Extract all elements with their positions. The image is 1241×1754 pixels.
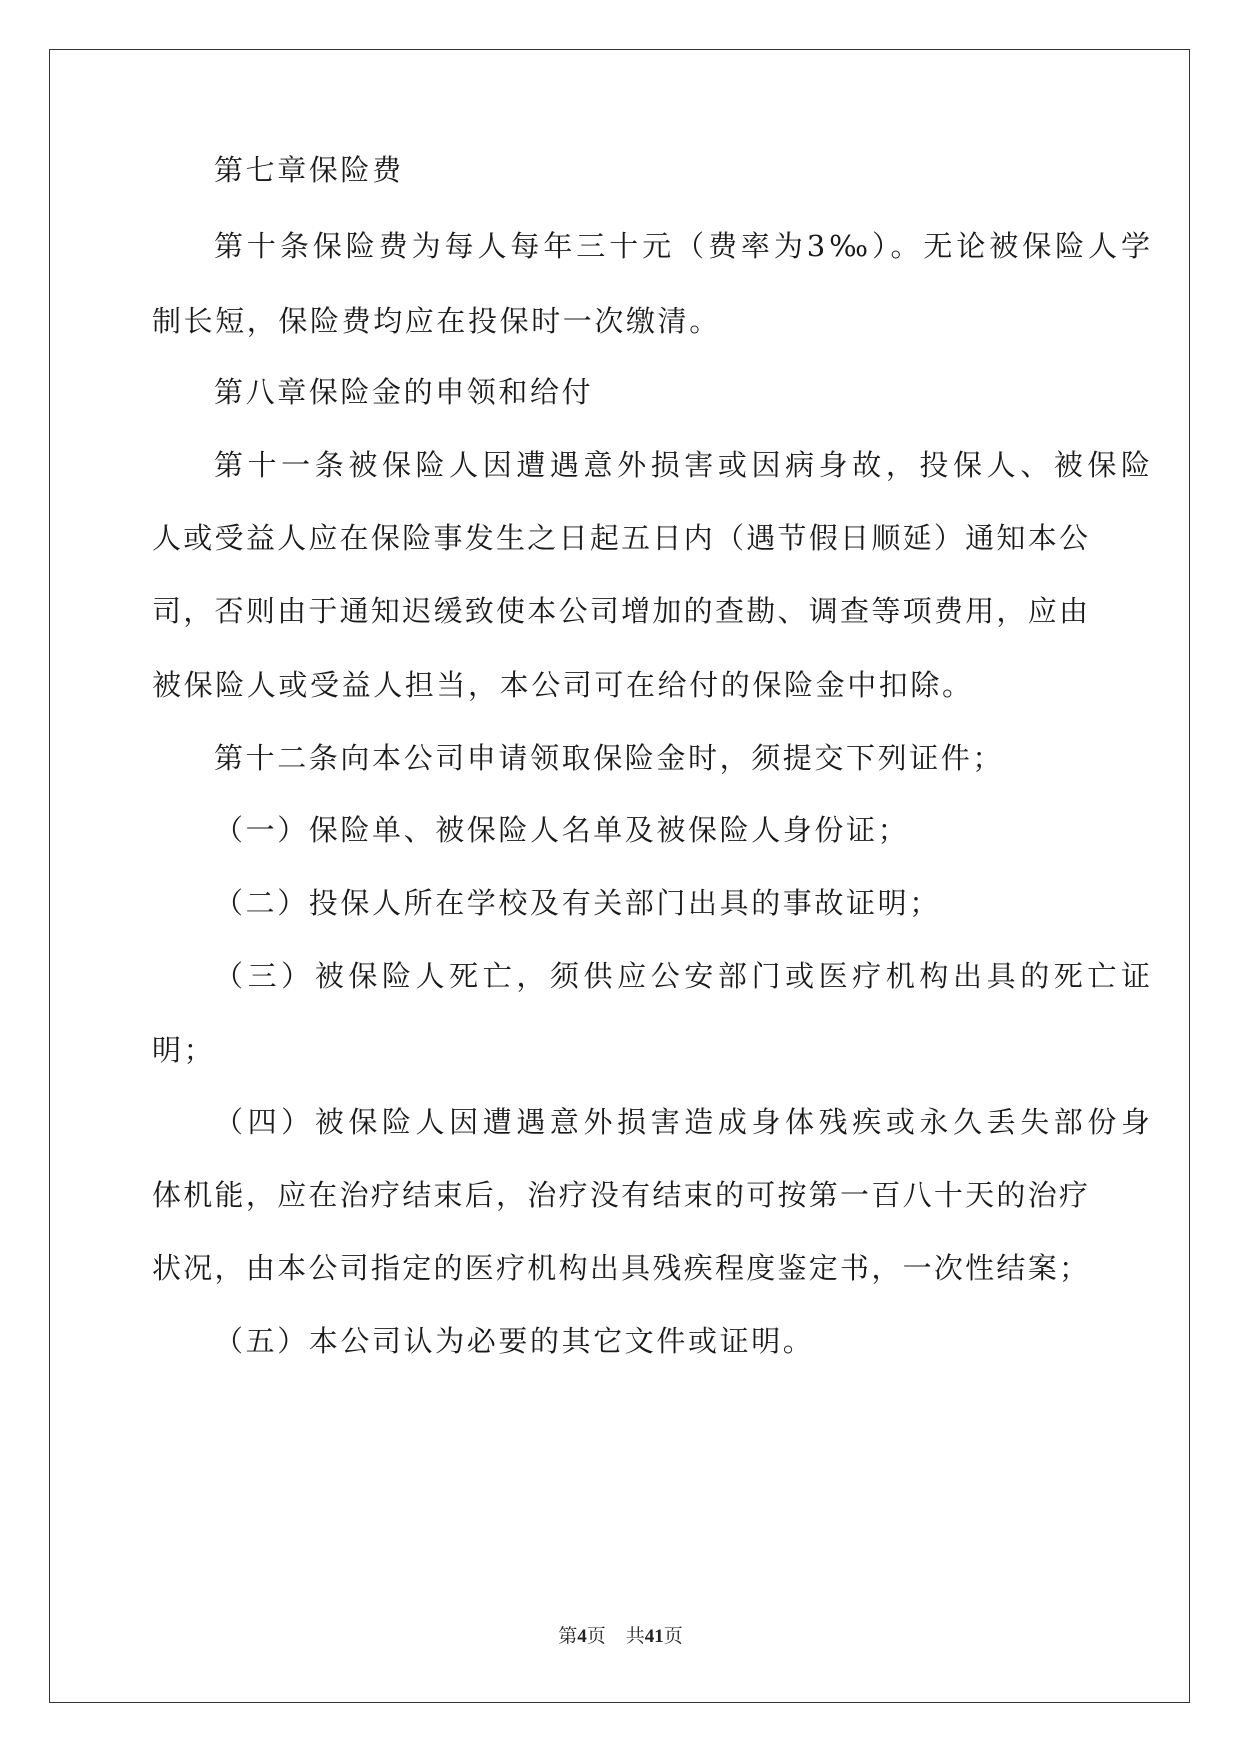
list-item-continuation: 体机能，应在治疗结束后，治疗没有结束的可按第一百八十天的治疗 [152,1178,1088,1212]
paragraph-line: 第十一条被保险人因遭遇意外损害或因病身故，投保人、被保险 [214,448,1150,482]
list-item: （一）保险单、被保险人名单及被保险人身份证； [214,813,910,847]
paragraph-line: 被保险人或受益人担当，本公司可在给付的保险金中扣除。 [152,668,974,702]
page-suffix: 页 [586,1626,606,1647]
paragraph-line: 第十条保险费为每人每年三十元（费率为3‰）。无论被保险人学 [214,229,1150,263]
paragraph-line: 人或受益人应在保险事发生之日起五日内（遇节假日顺延）通知本公 [152,521,1088,555]
page-border [49,49,1190,1703]
page-prefix: 第 [558,1626,578,1647]
total-suffix: 页 [663,1626,683,1647]
total-pages: 41 [644,1626,664,1647]
paragraph-line: 制长短，保险费均应在投保时一次缴清。 [152,304,721,338]
paragraph-line: 司，否则由于通知迟缓致使本公司增加的查勘、调查等项费用，应由 [152,594,1088,628]
page-number: 4 [577,1626,587,1647]
total-prefix: 共 [625,1626,645,1647]
list-item: （二）投保人所在学校及有关部门出具的事故证明； [214,886,941,920]
list-item: （三）被保险人死亡，须供应公安部门或医疗机构出具的死亡证 [214,959,1150,993]
list-item-continuation: 明； [152,1033,216,1067]
list-item-continuation: 状况，由本公司指定的医疗机构出具残疾程度鉴定书，一次性结案； [152,1251,1088,1285]
paragraph-line: 第十二条向本公司申请领取保险金时，须提交下列证件； [214,741,1005,775]
page-footer [0,1625,1241,1649]
list-item: （五）本公司认为必要的其它文件或证明。 [214,1324,815,1358]
list-item: （四）被保险人因遭遇意外损害造成身体残疾或永久丢失部份身 [214,1105,1150,1139]
chapter-heading: 第八章保险金的申领和给付 [214,375,594,409]
chapter-heading: 第七章保险费 [214,153,404,187]
